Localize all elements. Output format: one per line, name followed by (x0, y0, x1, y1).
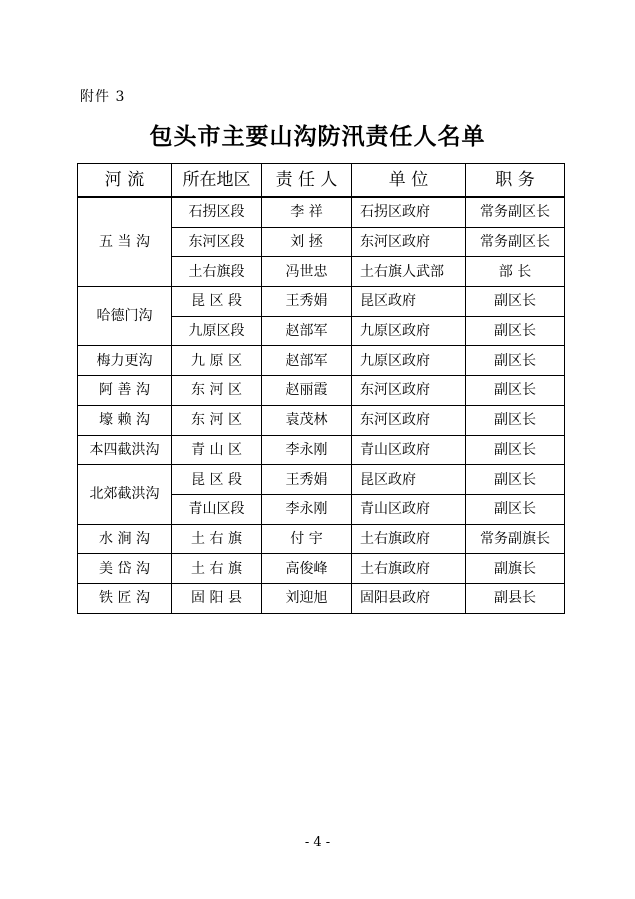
unit-cell: 昆区政府 (352, 465, 466, 495)
person-cell: 高俊峰 (262, 554, 352, 584)
person-cell: 袁茂林 (262, 405, 352, 435)
table-header-row (78, 164, 565, 198)
duty-cell: 常务副区长 (466, 227, 565, 257)
area-cell: 东 河 区 (172, 405, 262, 435)
river-cell: 壕 赖 沟 (78, 405, 172, 435)
area-cell: 东 河 区 (172, 376, 262, 406)
table-row (78, 405, 565, 435)
person-cell: 刘 拯 (262, 227, 352, 257)
table-row (78, 465, 565, 495)
table-row (78, 287, 565, 317)
unit-cell: 土右旗政府 (352, 524, 466, 554)
duty-cell: 副区长 (466, 465, 565, 495)
header-area: 所在地区 (172, 164, 262, 198)
area-cell: 青 山 区 (172, 435, 262, 465)
unit-cell: 土右旗政府 (352, 554, 466, 584)
area-cell: 土 右 旗 (172, 524, 262, 554)
header-duty: 职 务 (466, 164, 565, 198)
river-cell: 哈德门沟 (78, 287, 172, 346)
duty-cell: 副旗长 (466, 554, 565, 584)
area-cell: 昆 区 段 (172, 287, 262, 317)
person-cell: 刘迎旭 (262, 583, 352, 613)
unit-cell: 青山区政府 (352, 494, 466, 524)
duty-cell: 副区长 (466, 346, 565, 376)
river-cell: 五 当 沟 (78, 197, 172, 287)
area-cell: 昆 区 段 (172, 465, 262, 495)
document-title: 包头市主要山沟防汛责任人名单 (149, 123, 486, 150)
page-number: - 4 - (304, 835, 331, 850)
area-cell: 九原区段 (172, 316, 262, 346)
river-cell: 本四截洪沟 (78, 435, 172, 465)
river-cell: 铁 匠 沟 (78, 583, 172, 613)
unit-cell: 石拐区政府 (352, 197, 466, 227)
river-cell: 梅力更沟 (78, 346, 172, 376)
river-cell: 北郊截洪沟 (78, 465, 172, 524)
table-row (78, 346, 565, 376)
table-row (78, 376, 565, 406)
area-cell: 青山区段 (172, 494, 262, 524)
person-cell: 赵丽霞 (262, 376, 352, 406)
duty-cell: 副区长 (466, 287, 565, 317)
duty-cell: 副区长 (466, 435, 565, 465)
duty-cell: 副区长 (466, 494, 565, 524)
river-cell: 水 涧 沟 (78, 524, 172, 554)
responsibility-table (77, 163, 565, 614)
unit-cell: 东河区政府 (352, 227, 466, 257)
unit-cell: 昆区政府 (352, 287, 466, 317)
area-cell: 固 阳 县 (172, 583, 262, 613)
duty-cell: 副区长 (466, 376, 565, 406)
table-row (78, 554, 565, 584)
unit-cell: 东河区政府 (352, 376, 466, 406)
area-cell: 九 原 区 (172, 346, 262, 376)
table-row (78, 583, 565, 613)
unit-cell: 土右旗人武部 (352, 257, 466, 287)
river-cell: 阿 善 沟 (78, 376, 172, 406)
duty-cell: 部 长 (466, 257, 565, 287)
table-row (78, 435, 565, 465)
duty-cell: 副区长 (466, 405, 565, 435)
table-body (78, 197, 565, 613)
duty-cell: 副县长 (466, 583, 565, 613)
area-cell: 东河区段 (172, 227, 262, 257)
person-cell: 王秀娟 (262, 465, 352, 495)
unit-cell: 青山区政府 (352, 435, 466, 465)
header-person: 责 任 人 (262, 164, 352, 198)
person-cell: 冯世忠 (262, 257, 352, 287)
attachment-label: 附件 3 (80, 89, 126, 105)
area-cell: 石拐区段 (172, 197, 262, 227)
person-cell: 赵部军 (262, 316, 352, 346)
person-cell: 李永刚 (262, 494, 352, 524)
header-river: 河 流 (78, 164, 172, 198)
header-unit: 单 位 (352, 164, 466, 198)
area-cell: 土 右 旗 (172, 554, 262, 584)
person-cell: 李 祥 (262, 197, 352, 227)
duty-cell: 常务副区长 (466, 197, 565, 227)
duty-cell: 常务副旗长 (466, 524, 565, 554)
table-row (78, 197, 565, 227)
area-cell: 土右旗段 (172, 257, 262, 287)
unit-cell: 九原区政府 (352, 316, 466, 346)
person-cell: 王秀娟 (262, 287, 352, 317)
person-cell: 赵部军 (262, 346, 352, 376)
person-cell: 李永刚 (262, 435, 352, 465)
table-row (78, 524, 565, 554)
unit-cell: 固阳县政府 (352, 583, 466, 613)
unit-cell: 东河区政府 (352, 405, 466, 435)
person-cell: 付 宇 (262, 524, 352, 554)
unit-cell: 九原区政府 (352, 346, 466, 376)
duty-cell: 副区长 (466, 316, 565, 346)
river-cell: 美 岱 沟 (78, 554, 172, 584)
